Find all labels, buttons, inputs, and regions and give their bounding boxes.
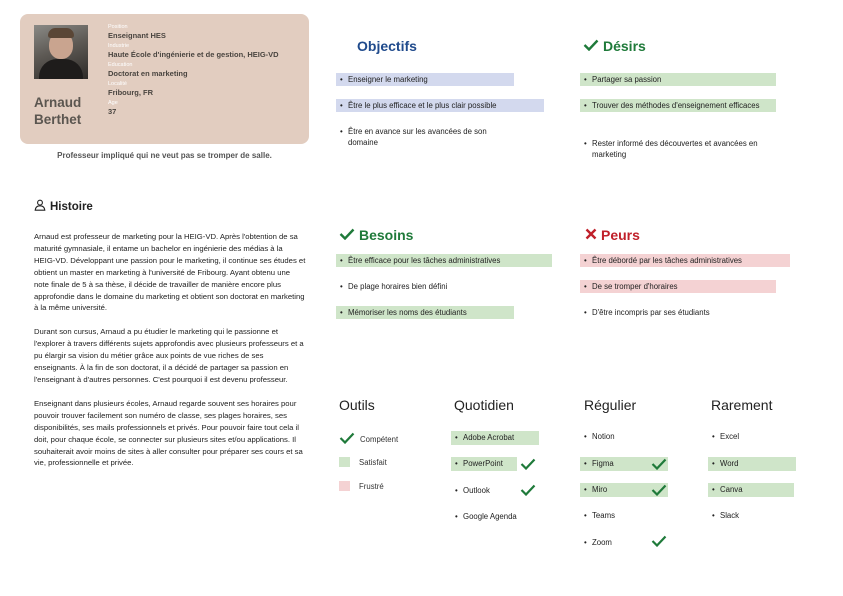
- objectifs-heading: [357, 38, 417, 54]
- avatar: [34, 25, 88, 79]
- tool-item: • Outlook: [451, 484, 517, 498]
- cross-icon: [585, 227, 597, 243]
- tool-item: • PowerPoint: [451, 457, 517, 471]
- red-swatch: [339, 481, 350, 491]
- peurs-item: • De se tromper d'horaires: [580, 280, 776, 293]
- tool-item: • Canva: [708, 483, 794, 497]
- tools-legend-title: Outils: [339, 397, 375, 413]
- tool-item: • Adobe Acrobat: [451, 431, 539, 445]
- regulier-title: Régulier: [584, 397, 637, 413]
- tool-item: • Zoom: [580, 536, 640, 550]
- profile-name: [34, 94, 81, 128]
- story-text: [34, 231, 306, 481]
- tool-item: • Slack: [708, 509, 768, 523]
- check-icon: [651, 535, 667, 547]
- profile-tagline: Professeur impliqué qui ne veut pas se tromper de salle.: [57, 151, 272, 160]
- story-title: Histoire: [50, 200, 93, 213]
- field-value-location: Fribourg, FR: [108, 88, 153, 97]
- legend-competent: [339, 432, 398, 446]
- field-value-position: Enseignant HES: [108, 31, 166, 40]
- field-label-industry: Industrie: [108, 43, 130, 49]
- story-paragraph: Enseignant dans plusieurs écoles, Arnaud regarde souvent ses horaires pour pouvoir trouver facilement son numéro de classe, ses plages horaires, ses disponibilités, ses mails professionnels et privés. Pour pouvoir faire tout cela il doit, pour chaque école, se connecter sur plusieurs sites et/ou applications. Il souhaiterait avoir moins de sites à aller consulter pour préparer ses cours et sa vie, professionnelle et privée.: [34, 398, 303, 468]
- check-icon: [651, 484, 667, 496]
- field-value-industry: Haute École d'ingénierie et de gestion, HEIG-VD: [108, 50, 279, 59]
- last-name: Berthet: [34, 112, 82, 127]
- field-value-education: Doctorat en marketing: [108, 69, 188, 78]
- besoins-title: Besoins: [359, 227, 414, 243]
- tool-item: • Word: [708, 457, 796, 471]
- peurs-title: Peurs: [601, 227, 640, 243]
- field-label-age: Age: [108, 100, 118, 106]
- besoins-item: • Mémoriser les noms des étudiants: [336, 306, 514, 319]
- objectifs-item: • Être en avance sur les avancées de son domaine: [336, 125, 518, 149]
- green-swatch: [339, 457, 350, 467]
- check-icon: [583, 38, 599, 54]
- check-icon: [520, 484, 536, 496]
- field-label-education: Education: [108, 62, 133, 68]
- desirs-title: Désirs: [603, 38, 646, 54]
- desirs-item: • Rester informé des découvertes et avancées en marketing: [580, 137, 770, 161]
- legend-label: Satisfait: [359, 457, 387, 467]
- check-icon: [520, 458, 536, 470]
- tool-item: • Figma: [580, 457, 668, 471]
- person-icon: [34, 199, 46, 214]
- objectifs-item: • Être le plus efficace et le plus clair possible: [336, 99, 544, 112]
- first-name: Arnaud: [34, 95, 82, 110]
- story-heading: [34, 199, 93, 214]
- check-icon: [339, 432, 355, 446]
- objectifs-title: Objectifs: [357, 38, 417, 54]
- rarement-title: Rarement: [711, 397, 773, 413]
- story-paragraph: Durant son cursus, Arnaud a pu étudier le marketing qui le passionne et l'explorer à travers différents sujets approfondis avec plusieurs professeurs et a pu élargir sa vision du métier grâce aux points de vue riches de ses enseignants. À la fin de son doctorat, il a décidé de partager sa passion en l'enseignant à d'autres personnes. C'est pourquoi il est devenu professeur.: [34, 327, 304, 384]
- peurs-item: • Être débordé par les tâches administratives: [580, 254, 790, 267]
- peurs-item: • D'être incompris par ses étudiants: [580, 306, 780, 319]
- legend-label: Frustré: [359, 481, 384, 491]
- check-icon: [651, 458, 667, 470]
- tool-item: • Notion: [580, 430, 640, 444]
- story-paragraph: Arnaud est professeur de marketing pour la HEIG-VD. Après l'obtention de sa maturité gymnasiale, il entame un bachelor en ingénierie des médias à la HEIG-VD. Développant une passion pour le marketing, il continue ses études et obtient un master en marketing à l'université de Fribourg. Ayant obtenu une note finale de 5 à sa thèse, il décide de travailler de manière encore plus approfondie dans le domaine du marketing et obtient son doctorat en marketing à la même université.: [34, 232, 306, 313]
- check-icon: [339, 227, 355, 243]
- field-label-location: Localité: [108, 81, 127, 87]
- desirs-heading: [583, 38, 646, 54]
- besoins-heading: [339, 227, 413, 243]
- desirs-item: • Partager sa passion: [580, 73, 776, 86]
- field-label-position: Position: [108, 24, 128, 30]
- profile-card: [20, 14, 309, 144]
- profile-fields: [108, 24, 279, 119]
- peurs-heading: [585, 227, 640, 243]
- tool-item: • Excel: [708, 430, 768, 444]
- quotidien-title: Quotidien: [454, 397, 514, 413]
- tool-item: • Google Agenda: [451, 510, 547, 524]
- besoins-item: • De plage horaires bien défini: [336, 280, 536, 293]
- desirs-item: • Trouver des méthodes d'enseignement efficaces: [580, 99, 776, 112]
- objectifs-item: • Enseigner le marketing: [336, 73, 514, 86]
- legend-frustre: [339, 481, 384, 491]
- tool-item: • Teams: [580, 509, 640, 523]
- tool-item: • Miro: [580, 483, 668, 497]
- field-value-age: 37: [108, 107, 117, 116]
- legend-label: Compétent: [360, 434, 399, 444]
- legend-satisfait: [339, 457, 387, 467]
- besoins-item: • Être efficace pour les tâches administratives: [336, 254, 552, 267]
